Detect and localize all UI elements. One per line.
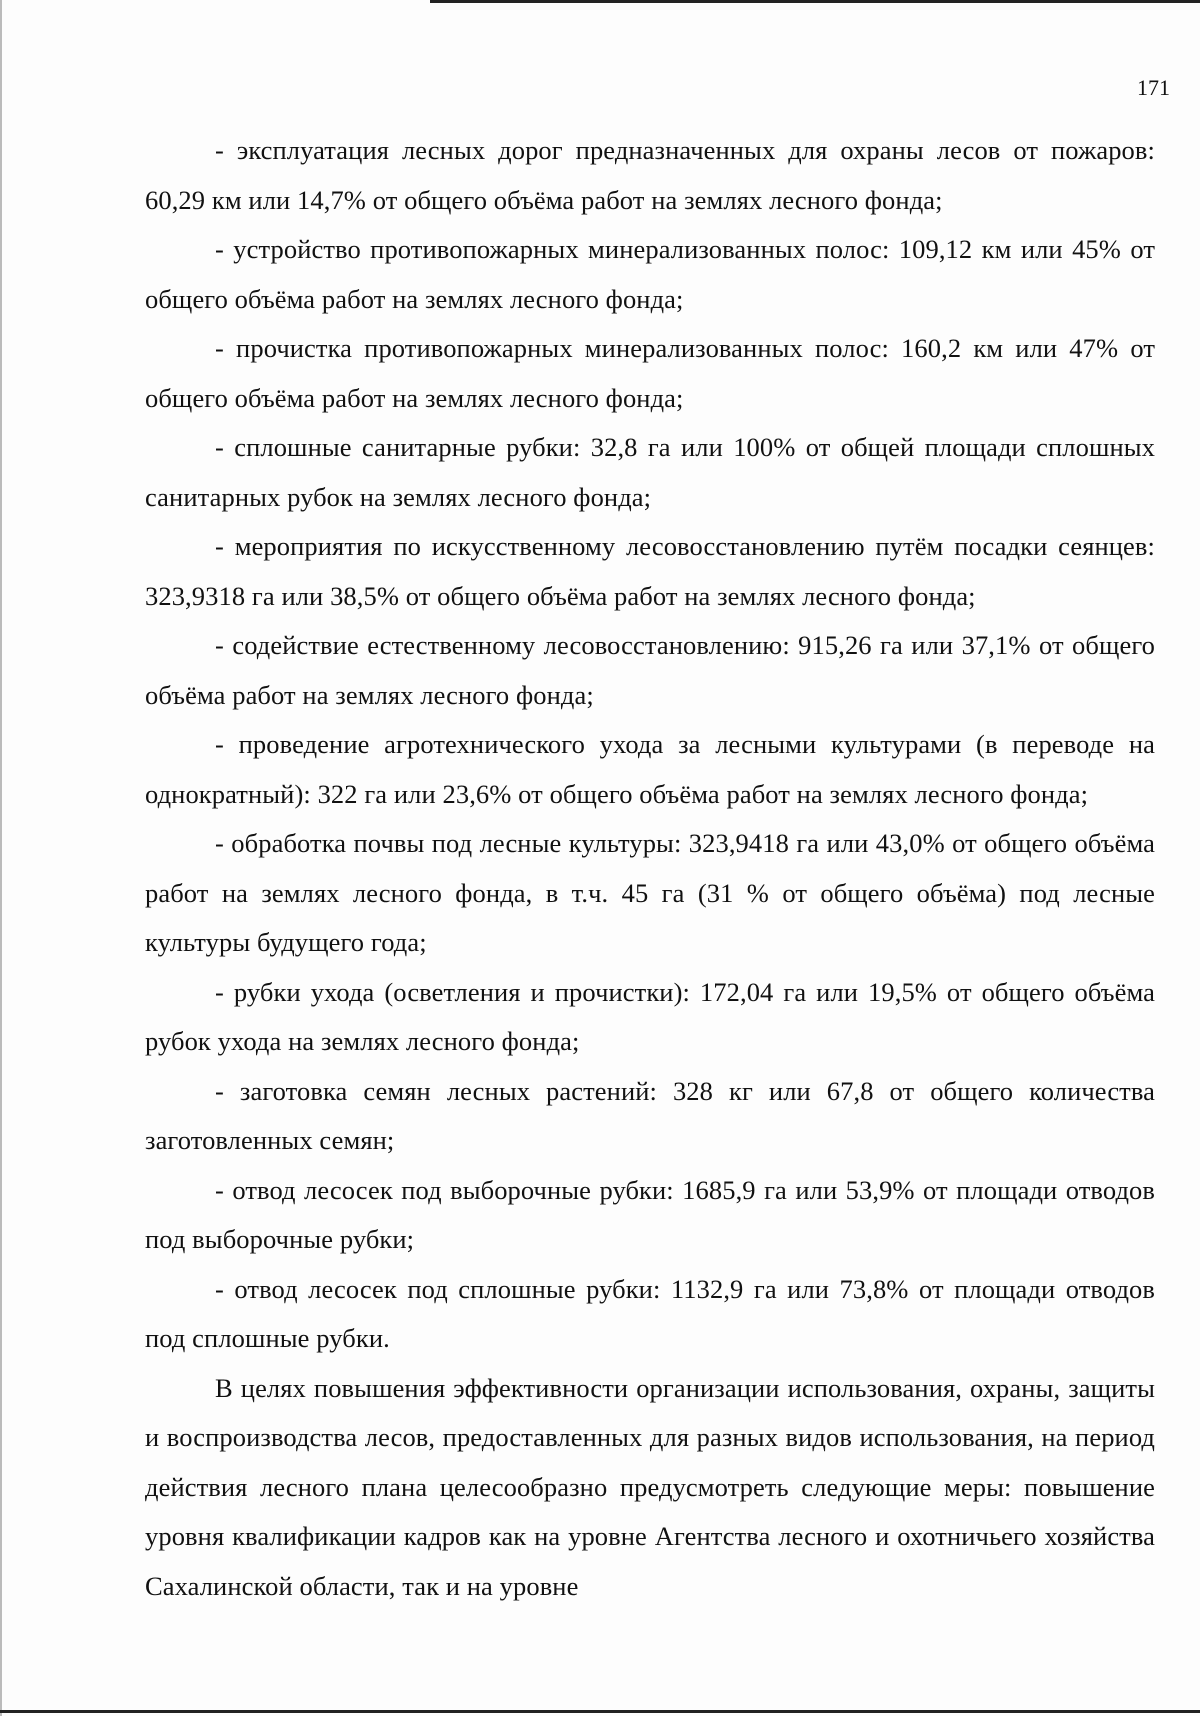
list-item: - сплошные санитарные рубки: 32,8 га или 100% от общей площади сплошных санитарных рубок на землях лесного фонда; xyxy=(145,432,1155,512)
list-item: - рубки ухода (осветления и прочистки): 172,04 га или 19,5% от общего объёма рубок ухода на землях лесного фонда; xyxy=(145,976,1155,1056)
list-item: - устройство противопожарных минерализованных полос: 109,12 км или 45% от общего объёма работ на землях лесного фонда; xyxy=(145,234,1155,314)
left-scan-edge xyxy=(0,0,2,1716)
list-item: - обработка почвы под лесные культуры: 323,9418 га или 43,0% от общего объёма работ на землях лесного фонда, в т.ч. 45 га (31 % от общего объёма) под лесные культуры будущего года; xyxy=(145,828,1155,957)
top-scan-edge xyxy=(430,0,1200,3)
list-item: - мероприятия по искусственному лесовосстановлению путём посадки сеянцев: 323,9318 га или 38,5% от общего объёма работ на землях лесного фонда; xyxy=(145,531,1155,611)
bottom-scan-edge xyxy=(0,1710,1200,1713)
list-item: - отвод лесосек под выборочные рубки: 1685,9 га или 53,9% от площади отводов под выборочные рубки; xyxy=(145,1174,1155,1254)
list-item: - заготовка семян лесных растений: 328 кг или 67,8 от общего количества заготовленных семян; xyxy=(145,1075,1155,1155)
list-item: - отвод лесосек под сплошные рубки: 1132,9 га или 73,8% от площади отводов под сплошные рубки. xyxy=(145,1273,1155,1353)
list-item: - проведение агротехнического ухода за лесными культурами (в переводе на однократный): 322 га или 23,6% от общего объёма работ на землях лесного фонда; xyxy=(145,729,1155,809)
document-body xyxy=(145,126,1155,1611)
list-item: - эксплуатация лесных дорог предназначенных для охраны лесов от пожаров: 60,29 км или 14,7% от общего объёма работ на землях лесного фонда; xyxy=(145,135,1155,215)
list-item: - прочистка противопожарных минерализованных полос: 160,2 км или 47% от общего объёма работ на землях лесного фонда; xyxy=(145,333,1155,413)
closing-paragraph: В целях повышения эффективности организации использования, охраны, защиты и воспроизводства лесов, предоставленных для разных видов использования, на период действия лесного плана целесообразно предусмотреть следующие меры: повышение уровня квалификации кадров как на уровне Агентства лесного и охотничьего хозяйства Сахалинской области, так и на уровне xyxy=(145,1372,1155,1601)
page-number: 171 xyxy=(1137,75,1170,100)
list-item: - содействие естественному лесовосстановлению: 915,26 га или 37,1% от общего объёма работ на землях лесного фонда; xyxy=(145,630,1155,710)
